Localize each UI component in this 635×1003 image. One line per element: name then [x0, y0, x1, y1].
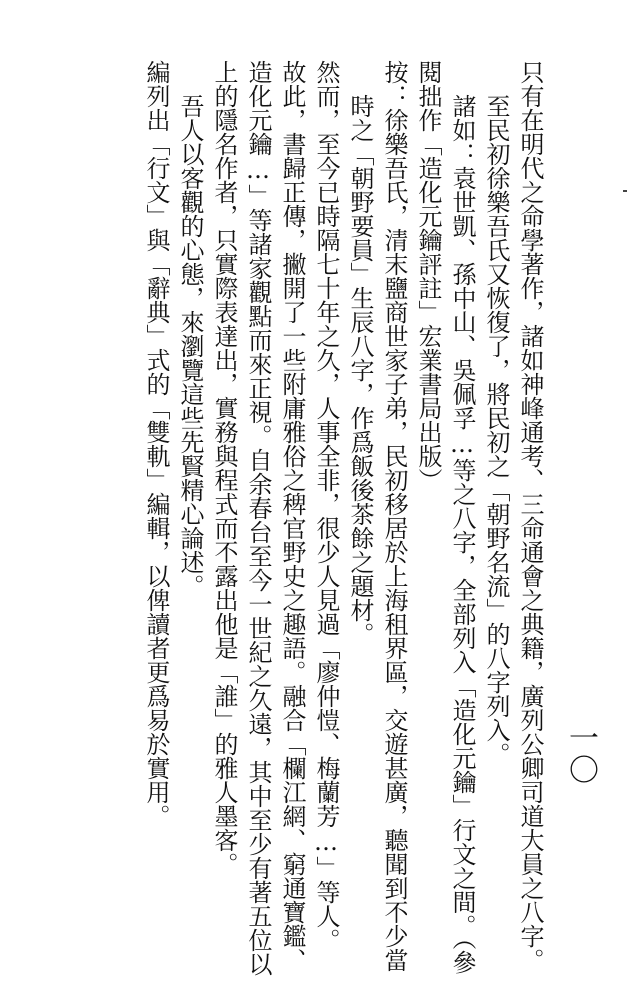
vertical-text-body [139, 60, 547, 990]
text-column-10: 上的隱名作者，只實際表達出，實務與程式而不露出他是「誰」的雅人墨客。 [210, 60, 238, 876]
text-column-3: 諸如：袁世凱、孫中山、吳佩孚…等之八字，全部列入「造化元鑰」行文之間。（參 [448, 94, 476, 974]
text-column-2: 至民初徐樂吾氏又恢復了，將民初之「朝野名流」的八字列入。 [482, 94, 510, 766]
page-number: 一〇 [563, 722, 598, 786]
text-column-6: 時之「朝野要員」生辰八字，作爲飯後茶餘之題材。 [346, 94, 374, 646]
text-column-8: 故此，書歸正傳，撇開了一些附庸雅俗之稗官野史之趣語。融合「欄江網、窮通寶鑑、 [278, 60, 306, 972]
text-column-9: 造化元鑰…」等諸家觀點而來正視。自余春台至今一世紀之久遠，其中至少有著五位以 [244, 60, 272, 976]
text-column-12: 編列出「行文」與「辭典」式的「雙軌」編輯，以俾讀者更爲易於實用。 [142, 60, 170, 828]
edge-mark [623, 190, 627, 192]
text-column-1: 只有在明代之命學著作，諸如神峰通考、三命通會之典籍，廣列公卿司道大員之八字。 [516, 60, 544, 972]
text-column-11: 吾人以客觀的心態，來瀏覽這些先賢精心論述。 [176, 94, 204, 598]
text-column-4: 閱拙作「造化元鑰評註」宏業書局出版） [414, 60, 442, 492]
text-column-7: 然而，至今已時隔七十年之久，人事全非，很少人見過「廖仲愷、梅蘭芳…」等人。 [312, 60, 340, 952]
text-column-5: 按：徐樂吾氏，清末鹽商世家子弟，民初移居於上海租界區，交遊甚廣，聽聞到不少當 [380, 60, 408, 972]
